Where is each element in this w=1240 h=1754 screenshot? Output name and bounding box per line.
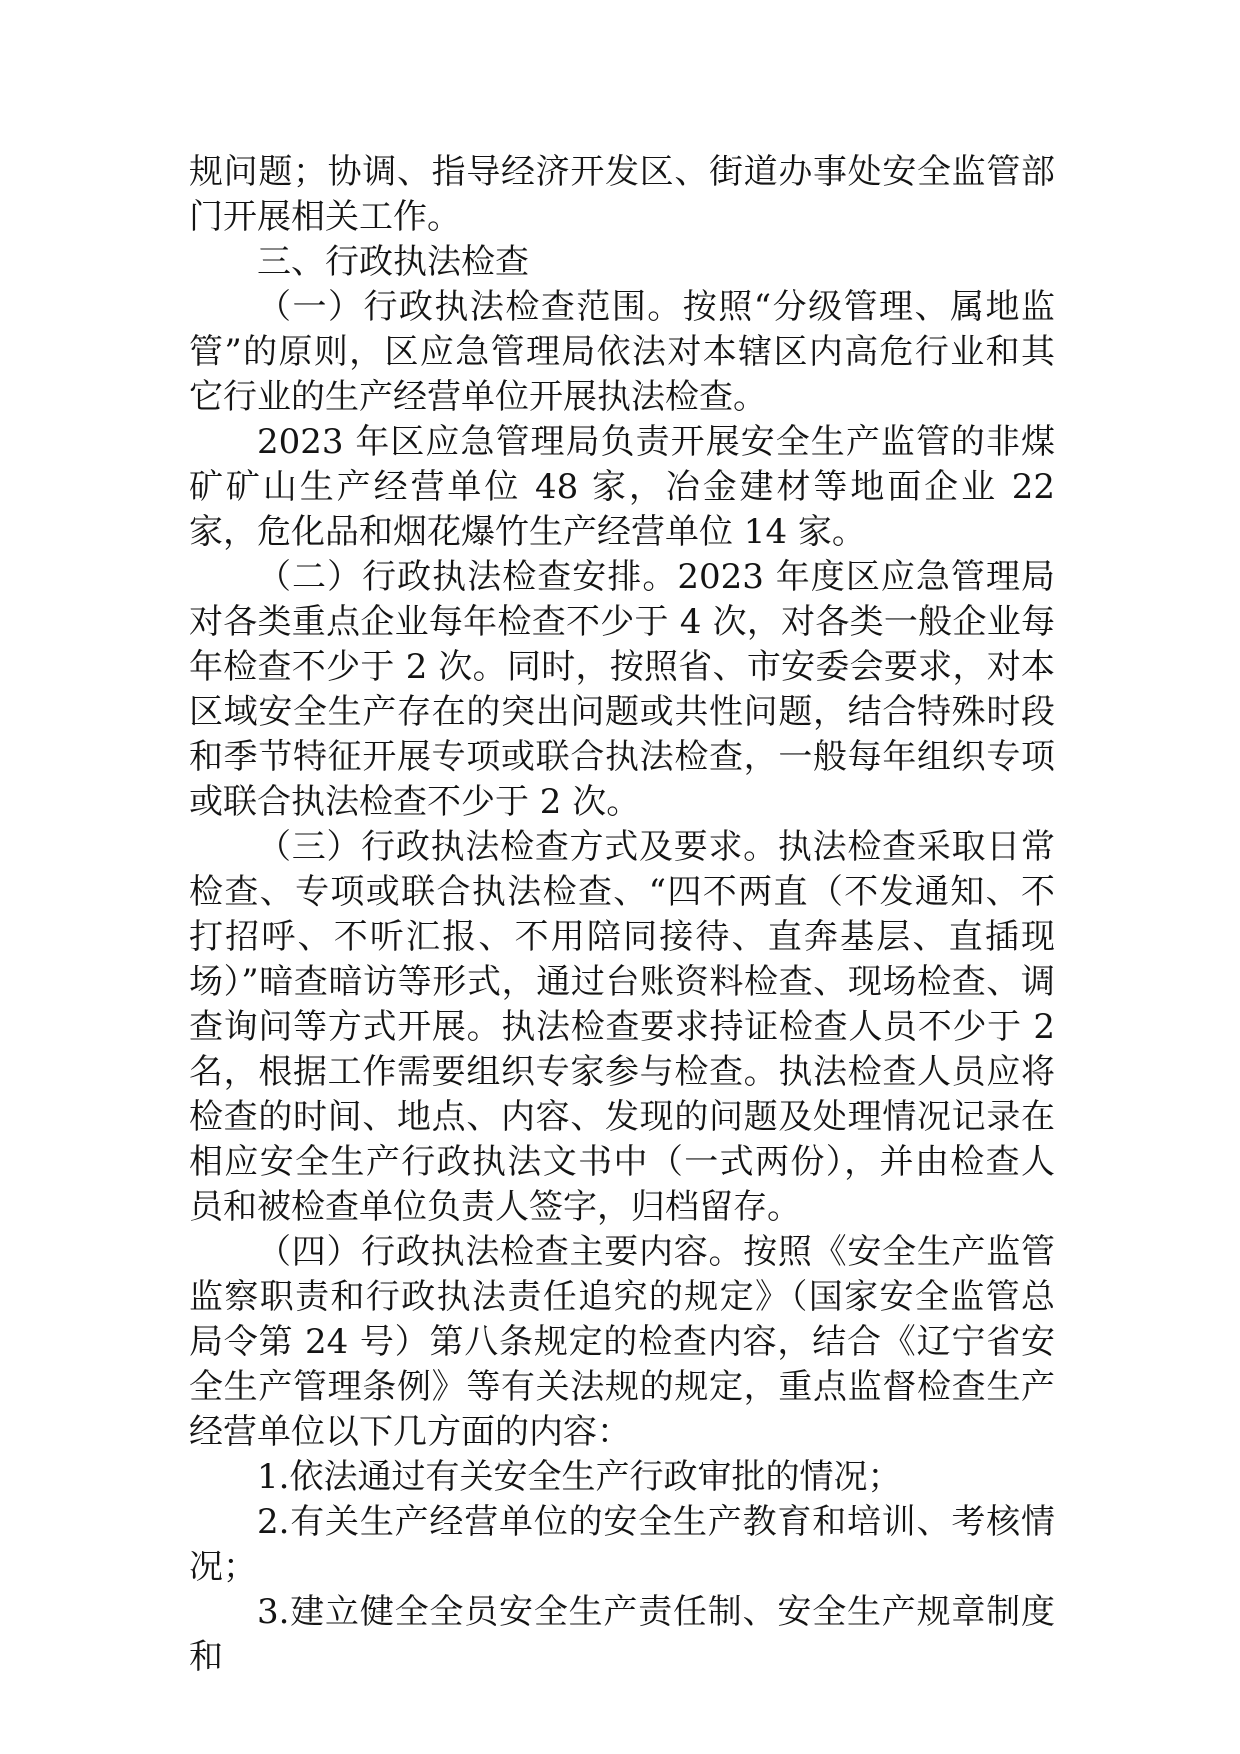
list-item-1: 1.依法通过有关安全生产行政审批的情况； (257, 1457, 902, 1497)
paragraph-inspection-methods: （三）行政执法检查方式及要求。执法检查采取日常检查、专项或联合执法检查、“四不两直（不发通知、不打招呼、不听汇报、不用陪同接待、直奔基层、直插现场）”暗查暗访等形式，通过台账资料检查、现场检查、调查询问等方式开展。执法检查要求持证检查人员不少于 2 名，根据工作需要组织专家参与检查。执法检查人员应将检查的时间、地点、内容、发现的问题及处理情况记录在相应安全生产行政执法文书中（一式两份），并由检查人员和被检查单位负责人签字，归档留存。 (189, 827, 1055, 1227)
list-item-3: 3.建立健全全员安全生产责任制、安全生产规章制度和 (189, 1592, 1055, 1677)
section-heading-3: 三、行政执法检查 (257, 242, 529, 282)
paragraph-inspection-content: （四）行政执法检查主要内容。按照《安全生产监管监察职责和行政执法责任追究的规定》（国家安全监管总局令第 24 号）第八条规定的检查内容，结合《辽宁省安全生产管理条例》等有关法规的规定，重点监督检查生产经营单位以下几方面的内容： (189, 1232, 1055, 1452)
paragraph-inspection-schedule: （二）行政执法检查安排。2023 年度区应急管理局对各类重点企业每年检查不少于 4 次，对各类一般企业每年检查不少于 2 次。同时，按照省、市安委会要求，对本区域安全生产存在的突出问题或共性问题，结合特殊时段和季节特征开展专项或联合执法检查，一般每年组织专项或联合执法检查不少于 2 次。 (189, 557, 1055, 822)
document-body (189, 150, 1055, 1680)
paragraph-2023-units: 2023 年区应急管理局负责开展安全生产监管的非煤矿矿山生产经营单位 48 家，冶金建材等地面企业 22 家，危化品和烟花爆竹生产经营单位 14 家。 (189, 422, 1055, 552)
paragraph-inspection-scope: （一）行政执法检查范围。按照“分级管理、属地监管”的原则，区应急管理局依法对本辖区内高危行业和其它行业的生产经营单位开展执法检查。 (189, 287, 1055, 417)
paragraph-continuation: 规问题；协调、指导经济开发区、街道办事处安全监管部门开展相关工作。 (189, 152, 1055, 237)
list-item-2: 2.有关生产经营单位的安全生产教育和培训、考核情况； (189, 1502, 1055, 1587)
